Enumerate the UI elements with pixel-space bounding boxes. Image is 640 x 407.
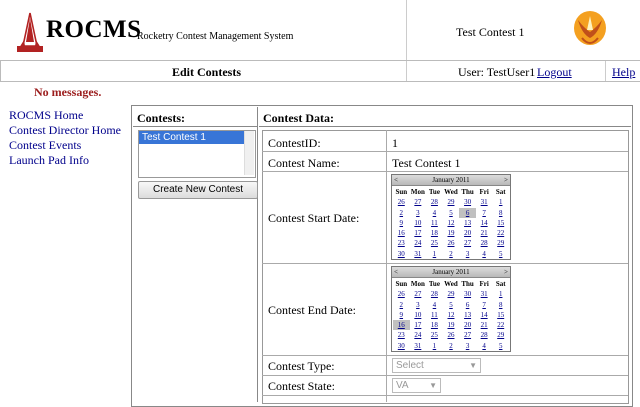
calendar-day-name: Fri [479,188,489,196]
calendar-day[interactable]: 21 [480,321,488,330]
logout-link[interactable]: Logout [537,65,572,79]
calendar-day[interactable]: 27 [414,290,422,299]
calendar-day[interactable]: 31 [480,198,488,207]
calendar-day[interactable]: 5 [498,249,503,258]
contest-state-selected-value: VA [396,380,409,391]
calendar-day-name: Sat [495,188,506,196]
calendar-day[interactable]: 17 [414,321,422,330]
calendar-day[interactable]: 17 [414,229,422,238]
calendar-day[interactable]: 31 [414,249,422,258]
calendar-day[interactable]: 19 [447,229,455,238]
calendar-day-name: Tue [428,188,440,196]
calendar-day-name: Fri [479,280,489,288]
calendar-day[interactable]: 16 [393,320,410,330]
table-row-divider [262,375,628,376]
sidebar-item-launch-pad-info[interactable]: Launch Pad Info [9,153,89,167]
calendar-day[interactable]: 26 [397,290,405,299]
calendar-day[interactable]: 31 [414,341,422,350]
calendar-day[interactable]: 4 [482,341,486,350]
contests-heading: Contests: [137,111,185,125]
calendar-day[interactable]: 29 [497,239,505,248]
calendar-day[interactable]: 1 [432,341,437,350]
calendar-day[interactable]: 9 [399,218,404,227]
contest-type-select[interactable] [392,358,481,373]
calendar-day[interactable]: 8 [498,208,503,217]
calendar-day-name: Tue [428,280,440,288]
page-heading: Edit Contests [172,65,242,79]
novaar-logo-icon [570,8,610,56]
calendar-day[interactable]: 26 [397,198,405,207]
calendar-day[interactable]: 29 [497,331,505,340]
contest-name-value: Test Contest 1 [392,156,461,170]
calendar-day[interactable]: 1 [432,249,437,258]
calendar-day[interactable]: 30 [397,341,405,350]
calendar-next-month-button[interactable]: > [504,176,508,184]
chevron-down-icon: ▼ [429,381,437,390]
calendar-day[interactable]: 1 [498,290,503,299]
calendar-day[interactable]: 19 [447,321,455,330]
sidebar-nav [9,108,121,168]
calendar-day[interactable]: 10 [414,310,422,319]
calendar-day[interactable]: 30 [464,290,472,299]
calendar-day[interactable]: 6 [459,208,476,218]
contest-end-date-label: Contest End Date: [268,303,356,317]
calendar-day[interactable]: 7 [482,300,486,309]
calendar-day[interactable]: 31 [480,290,488,299]
calendar-day[interactable]: 14 [480,218,488,227]
calendar-day[interactable]: 3 [416,208,420,217]
contest-id-value: 1 [392,136,398,150]
contest-name-label: Contest Name: [268,156,340,170]
calendar-day[interactable]: 8 [498,300,503,309]
calendar-day[interactable]: 24 [414,331,422,340]
table-row-divider [262,355,628,356]
contest-state-select[interactable] [392,378,441,393]
calendar-day-name: Mon [410,188,425,196]
calendar-day[interactable]: 29 [447,290,455,299]
calendar-day[interactable]: 27 [464,331,472,340]
calendar-day[interactable]: 25 [430,331,438,340]
calendar-month-label: January 2011 [432,176,470,184]
calendar-day[interactable]: 7 [482,208,486,217]
calendar-day[interactable]: 30 [397,249,405,258]
calendar-day-name: Mon [410,280,425,288]
calendar-day[interactable]: 11 [431,218,438,227]
calendar-day[interactable]: 4 [432,208,437,217]
calendar-day[interactable]: 13 [464,218,472,227]
sidebar-item-contest-director-home[interactable]: Contest Director Home [9,123,121,137]
calendar-prev-month-button[interactable]: < [394,268,398,276]
calendar-day[interactable]: 23 [397,331,405,340]
contest-data-heading-divider [259,126,631,127]
calendar-day-name: Sun [395,188,408,196]
calendar-day[interactable]: 15 [497,310,505,319]
calendar-day[interactable]: 28 [430,198,438,207]
contest-type-selected-value: Select [396,360,424,371]
calendar-day[interactable]: 24 [414,239,422,248]
calendar-day[interactable]: 23 [397,239,405,248]
calendar-day-name: Sun [395,280,408,288]
calendar-day[interactable]: 1 [498,198,503,207]
calendar-day[interactable]: 28 [480,239,488,248]
calendar-day-name: Wed [444,188,458,196]
calendar-day[interactable]: 5 [449,300,453,309]
calendar-day[interactable]: 28 [430,290,438,299]
calendar-day[interactable]: 26 [447,239,455,248]
calendar-day[interactable]: 18 [430,229,438,238]
user-label: User: TestUser1 [458,65,536,79]
calendar-day-name: Sat [495,280,506,288]
brand-subtitle: Rocketry Contest Management System [137,31,294,42]
calendar-day[interactable]: 16 [397,229,405,238]
contest-id-label: ContestID: [268,136,321,150]
calendar-day[interactable]: 10 [414,218,422,227]
calendar-day[interactable]: 18 [430,321,438,330]
start-date-calendar [391,174,511,260]
calendar-day[interactable]: 15 [497,218,505,227]
calendar-day[interactable]: 3 [465,249,470,258]
table-row-divider [262,395,628,396]
sidebar-item-rocms-home[interactable]: ROCMS Home [9,108,84,122]
calendar-day[interactable]: 27 [464,239,472,248]
nars-logo-icon [15,12,45,52]
contests-heading-divider [133,126,258,127]
listbox-scrollbar[interactable] [244,131,254,175]
calendar-day-name: Wed [444,280,458,288]
title-bar-divider-right [605,61,606,81]
current-contest-title: Test Contest 1 [456,25,525,39]
calendar-day[interactable]: 21 [480,229,488,238]
create-new-contest-button[interactable]: Create New Contest [138,181,258,199]
title-bar-left-border [0,61,1,81]
end-date-calendar [391,266,511,352]
calendar-day[interactable]: 3 [416,300,420,309]
contest-state-label: Contest State: [268,379,335,393]
title-bar-divider [406,61,407,81]
calendar-day[interactable]: 22 [497,321,505,330]
calendar-day[interactable]: 2 [449,341,453,350]
calendar-day[interactable]: 27 [414,198,422,207]
help-link[interactable]: Help [612,65,636,79]
calendar-next-month-button[interactable]: > [504,268,508,276]
calendar-day[interactable]: 11 [431,310,438,319]
calendar-day[interactable]: 5 [449,208,453,217]
calendar-day[interactable]: 12 [447,310,455,319]
calendar-day[interactable]: 29 [447,198,455,207]
calendar-day[interactable]: 2 [399,208,404,217]
calendar-day[interactable]: 9 [399,310,404,319]
calendar-month-label: January 2011 [432,268,470,276]
calendar-day[interactable]: 5 [498,341,503,350]
contest-start-date-label: Contest Start Date: [268,211,360,225]
calendar-day[interactable]: 2 [449,249,453,258]
calendar-day[interactable]: 6 [465,300,470,309]
contest-type-label: Contest Type: [268,359,335,373]
calendar-day[interactable]: 3 [465,341,470,350]
calendar-day[interactable]: 28 [480,331,488,340]
calendar-day[interactable]: 26 [447,331,455,340]
calendar-day-name: Thu [461,188,474,196]
calendar-prev-month-button[interactable]: < [394,176,398,184]
calendar-day[interactable]: 25 [430,239,438,248]
contest-data-heading: Contest Data: [263,111,334,125]
brand-title: ROCMS [46,16,142,43]
calendar-day-name: Thu [461,280,474,288]
calendar-day[interactable]: 2 [399,300,404,309]
calendar-day[interactable]: 20 [464,321,472,330]
sidebar-item-contest-events[interactable]: Contest Events [9,138,82,152]
table-row-divider [262,263,628,264]
calendar-day[interactable]: 13 [464,310,472,319]
calendar-day[interactable]: 20 [464,229,472,238]
calendar-day[interactable]: 22 [497,229,505,238]
calendar-day[interactable]: 30 [464,198,472,207]
calendar-day[interactable]: 14 [480,310,488,319]
calendar-day[interactable]: 4 [432,300,437,309]
table-row-divider [262,171,628,172]
table-row-divider [262,151,628,152]
messages-status: No messages. [34,85,102,99]
calendar-day[interactable]: 4 [482,249,486,258]
calendar-day[interactable]: 12 [447,218,455,227]
header-divider [406,0,407,60]
chevron-down-icon: ▼ [469,361,477,370]
list-item[interactable]: Test Contest 1 [139,131,246,144]
